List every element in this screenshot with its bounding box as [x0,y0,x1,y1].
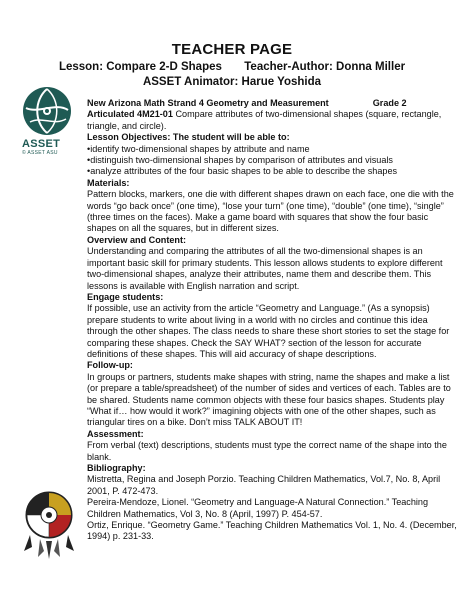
strand-line [87,98,459,109]
followup-text: In groups or partners, students make shapes with string, name the shapes and make a list (or prepare a table/spreadsheet) of the number of sides and vertices of each. Tables are to be shared. Students name common objects with these four basics shapes. Students play “What if… how would it work?” imagining objects with one of the other shapes, such as triangular tires on a bike. Don’t miss TALK ABOUT IT! [87,371,451,428]
engage-text: If possible, use an activity from the article “Geometry and Language.” (As a synopsis) prepare students to write about living in a world with no circles and continue this idea through the other shapes. The class needs to share these short stories to set the stage for comparing these shapes. Check the SAY WHAT? section of the lesson for accurate definitions of these shapes. This will aid accuracy of shape descriptions. [87,303,450,359]
bibliography-heading: Bibliography: [87,463,146,473]
overview-text: Understanding and comparing the attributes of all the two-dimensional shapes is an important basic skill for primary students. This lesson allows students to explore different two-dimensional shapes, analyze their attributes, name them and describe them. This lessons is available with English narration and script. [87,246,443,291]
overview-heading: Overview and Content: [87,234,187,245]
bibliography-entry: Mistretta, Regina and Joseph Porzio. Teaching Children Mathematics, Vol.7, No. 8, April 2001, P. 472-473. [87,474,441,496]
followup-heading: Follow-up: [87,360,133,371]
logo-subtitle: © ASSET ASU [22,150,58,156]
objective-item: • analyze attributes of the four basic shapes to be able to describe the shapes [87,166,459,177]
page-title: TEACHER PAGE [171,41,293,58]
materials-heading: Materials: [87,177,130,188]
medicine-wheel-emblem-icon [20,485,78,561]
materials-text: Pattern blocks, markers, one die with different shapes drawn on each face, one die with the words “go back once” (one time), “lose your turn” (one time), “double” (one time), “single” (three times on the faces). Make a game board with squares that show the four basic shapes on all the squares, but in different sizes. [87,189,454,234]
objective-item: • distinguish two-dimensional shapes by comparison of attributes and visuals [87,155,459,166]
assessment-heading: Assessment: [87,428,144,439]
bibliography-entry: Pereira-Mendoze, Lionel. “Geometry and Language-A Natural Connection.” Teaching Children Mathematics, Vol 3, No. 8 (April, 1997) P. 454-57. [87,497,429,519]
logo-name: ASSET [22,138,61,150]
articulated-code: Articulated 4M21-01 [87,109,173,120]
objective-item: • identify two-dimensional shapes by attribute and name [87,144,459,155]
articulated-text: Compare attributes of two-dimensional shapes (square, rectangle, triangle, and circle). [87,109,442,131]
asset-logo [22,86,74,156]
objectives-heading: Lesson Objectives: The student will be able to: [87,132,290,143]
animator-line: ASSET Animator: Harue Yoshida [142,76,322,88]
lesson-author-line: Lesson: Compare 2-D Shapes Teacher-Author: Donna Miller [58,61,406,73]
assessment-text: From verbal (text) descriptions, students must type the correct name of the shape into the blank. [87,440,447,462]
grade-level: Grade 2 [372,98,407,108]
bibliography-entry: Ortiz, Enrique. “Geometry Game.” Teaching Children Mathematics Vol. 1, No. 4. (December, 1994) p. 231-33. [87,520,457,542]
lesson-content [87,98,459,543]
engage-heading: Engage students: [87,291,164,302]
strand-title: New Arizona Math Strand 4 Geometry and Measurement [87,98,329,108]
asset-globe-icon [22,86,72,136]
strand-description [87,109,459,132]
